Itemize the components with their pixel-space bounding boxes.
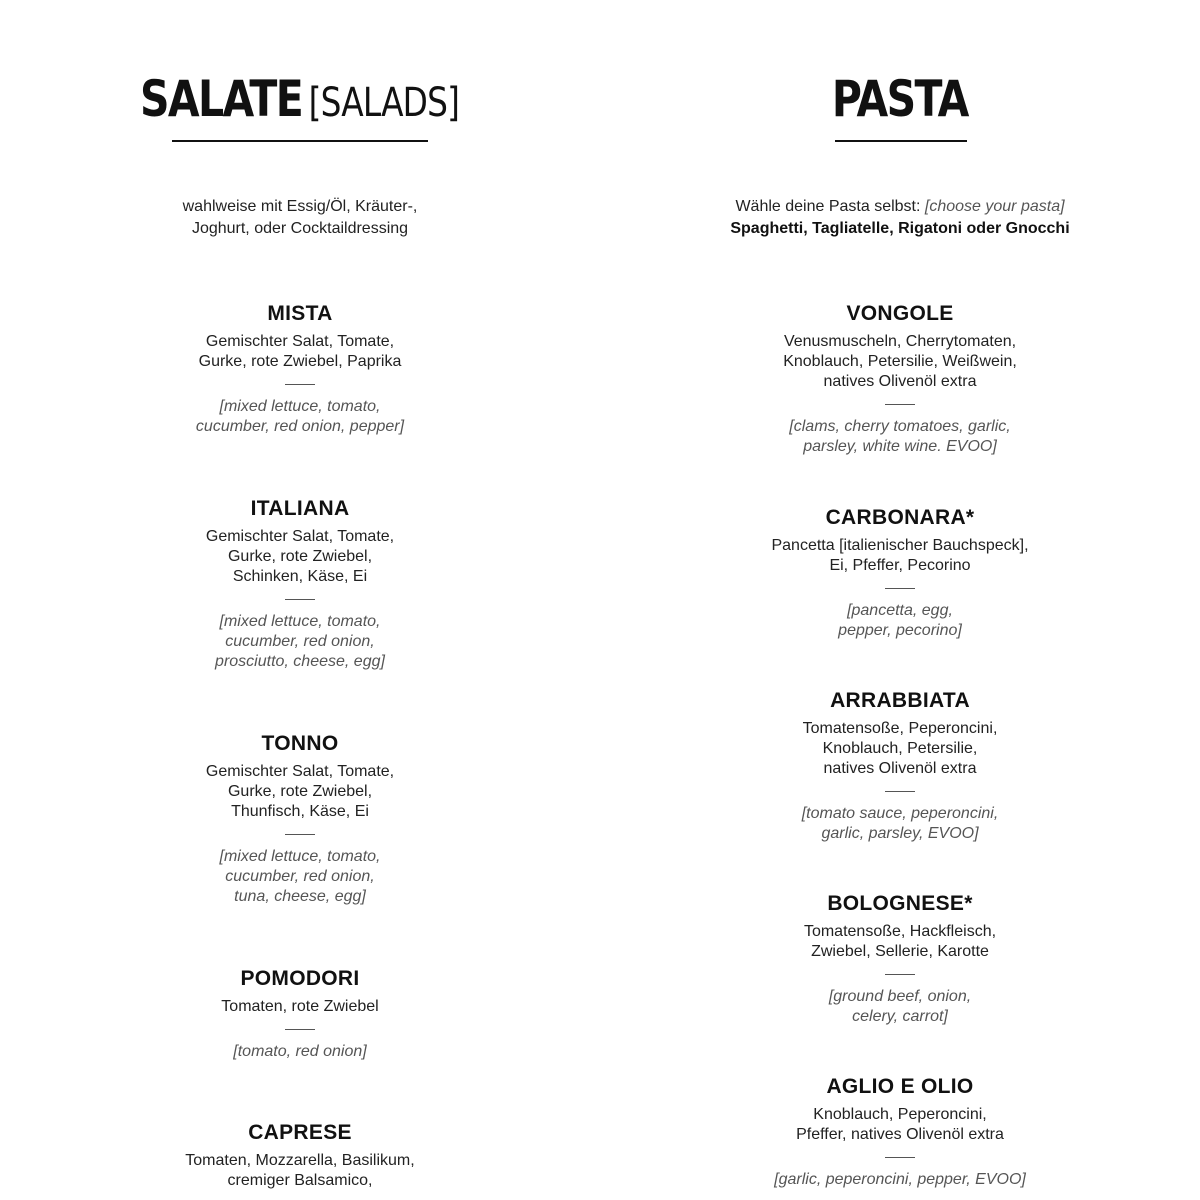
menu-item-vongole <box>700 300 1100 457</box>
item-name: ARRABBIATA <box>830 689 970 712</box>
trans-line: cucumber, red onion, pepper] <box>195 418 405 435</box>
desc-line: Gemischter Salat, Tomate, <box>205 528 395 545</box>
item-description <box>700 719 1100 779</box>
item-divider <box>285 834 315 835</box>
item-description <box>100 997 500 1017</box>
salads-intro <box>100 196 500 240</box>
item-description <box>700 332 1100 392</box>
salads-heading-rule <box>172 140 428 142</box>
item-description <box>100 527 500 587</box>
item-description <box>100 762 500 822</box>
pasta-choices: Spaghetti, Tagliatelle, Rigatoni oder Gnocchi <box>730 220 1070 237</box>
trans-line: prosciutto, cheese, egg] <box>215 653 385 670</box>
item-translation <box>700 1170 1100 1190</box>
item-description <box>700 536 1100 576</box>
item-name: POMODORI <box>240 967 360 990</box>
desc-line: Knoblauch, Petersilie, Weißwein, <box>783 353 1017 370</box>
item-name: TONNO <box>261 732 339 755</box>
item-name: MISTA <box>267 302 333 325</box>
desc-line: Ei, Pfeffer, Pecorino <box>829 557 971 574</box>
item-divider <box>885 588 915 589</box>
desc-line: Gemischter Salat, Tomate, <box>205 763 395 780</box>
desc-line: Gurke, rote Zwiebel, <box>227 548 373 565</box>
item-translation <box>700 417 1100 457</box>
desc-line: Tomatensoße, Peperoncini, <box>802 720 998 737</box>
trans-line: cucumber, red onion, <box>225 868 375 885</box>
item-name: VONGOLE <box>846 302 954 325</box>
trans-line: [mixed lettuce, tomato, <box>219 398 381 415</box>
desc-line: Gemischter Salat, Tomate, <box>205 333 395 350</box>
trans-line: [mixed lettuce, tomato, <box>219 613 381 630</box>
item-translation <box>700 804 1100 844</box>
trans-line: [ground beef, onion, <box>828 988 972 1005</box>
desc-line: Thunfisch, Käse, Ei <box>231 803 369 820</box>
item-translation <box>100 847 500 907</box>
desc-line: Tomatensoße, Hackfleisch, <box>803 923 997 940</box>
item-translation <box>700 987 1100 1027</box>
trans-line: [mixed lettuce, tomato, <box>219 848 381 865</box>
item-translation <box>100 612 500 672</box>
item-divider <box>885 974 915 975</box>
item-description <box>700 922 1100 962</box>
salads-heading <box>140 66 459 136</box>
menu-item-arrabbiata <box>700 687 1100 844</box>
desc-line: Pfeffer, natives Olivenöl extra <box>796 1126 1004 1143</box>
pasta-intro-text: Wähle deine Pasta selbst: <box>735 198 925 215</box>
trans-line: [pancetta, egg, <box>847 602 953 619</box>
pasta-intro-translation: [choose your pasta] <box>924 198 1065 215</box>
trans-line: cucumber, red onion, <box>225 633 375 650</box>
desc-line: Tomaten, Mozzarella, Basilikum, <box>185 1152 415 1169</box>
item-divider <box>885 1157 915 1158</box>
pasta-heading-wrap <box>700 66 1100 132</box>
item-name: AGLIO E OLIO <box>826 1075 974 1098</box>
menu-item-caprese <box>100 1119 500 1191</box>
salads-subtitle: [SALADS] <box>309 80 460 126</box>
item-divider <box>285 1029 315 1030</box>
desc-line: Knoblauch, Peperoncini, <box>813 1106 987 1123</box>
desc-line: Tomaten, rote Zwiebel <box>221 998 379 1015</box>
item-description <box>100 332 500 372</box>
pasta-intro-line <box>700 196 1100 218</box>
trans-line: [tomato, red onion] <box>233 1043 367 1060</box>
salads-heading-wrap <box>100 66 500 136</box>
pasta-heading: PASTA <box>832 70 968 128</box>
item-divider <box>285 599 315 600</box>
desc-line: Schinken, Käse, Ei <box>232 568 368 585</box>
menu-item-bolognese <box>700 890 1100 1027</box>
salads-intro-line: Joghurt, oder Cocktaildressing <box>191 220 409 237</box>
menu-item-mista <box>100 300 500 437</box>
item-translation <box>700 601 1100 641</box>
desc-line: Zwiebel, Sellerie, Karotte <box>811 943 989 960</box>
item-translation <box>100 397 500 437</box>
item-name: CAPRESE <box>248 1121 352 1144</box>
trans-line: [tomato sauce, peperoncini, <box>801 805 999 822</box>
desc-line: Pancetta [italienischer Bauchspeck], <box>771 537 1029 554</box>
desc-line: Gurke, rote Zwiebel, Paprika <box>198 353 402 370</box>
salads-intro-line: wahlweise mit Essig/Öl, Kräuter-, <box>182 198 418 215</box>
trans-line: celery, carrot] <box>852 1008 948 1025</box>
menu-item-pomodori <box>100 965 500 1062</box>
desc-line: Venusmuscheln, Cherrytomaten, <box>783 333 1017 350</box>
desc-line: natives Olivenöl extra <box>823 760 977 777</box>
menu-item-aglio-e-olio <box>700 1073 1100 1190</box>
item-name: CARBONARA* <box>825 506 975 529</box>
pasta-heading-rule <box>835 140 967 142</box>
menu-item-carbonara <box>700 504 1100 641</box>
desc-line: natives Olivenöl extra <box>823 373 977 390</box>
trans-line: pepper, pecorino] <box>838 622 962 639</box>
item-description <box>700 1105 1100 1145</box>
item-divider <box>885 404 915 405</box>
pasta-intro <box>700 196 1100 240</box>
item-divider <box>285 384 315 385</box>
trans-line: tuna, cheese, egg] <box>234 888 366 905</box>
item-name: BOLOGNESE* <box>827 892 973 915</box>
desc-line: Gurke, rote Zwiebel, <box>227 783 373 800</box>
desc-line: cremiger Balsamico, <box>227 1172 373 1189</box>
item-translation <box>100 1042 500 1062</box>
salads-title: SALATE <box>140 70 303 128</box>
menu-item-tonno <box>100 730 500 907</box>
item-divider <box>885 791 915 792</box>
trans-line: [clams, cherry tomatoes, garlic, <box>789 418 1011 435</box>
desc-line: Knoblauch, Petersilie, <box>822 740 978 757</box>
trans-line: [garlic, peperoncini, pepper, EVOO] <box>774 1171 1026 1188</box>
menu-item-italiana <box>100 495 500 672</box>
trans-line: parsley, white wine. EVOO] <box>803 438 997 455</box>
trans-line: garlic, parsley, EVOO] <box>821 825 979 842</box>
item-name: ITALIANA <box>250 497 350 520</box>
item-description <box>100 1151 500 1191</box>
